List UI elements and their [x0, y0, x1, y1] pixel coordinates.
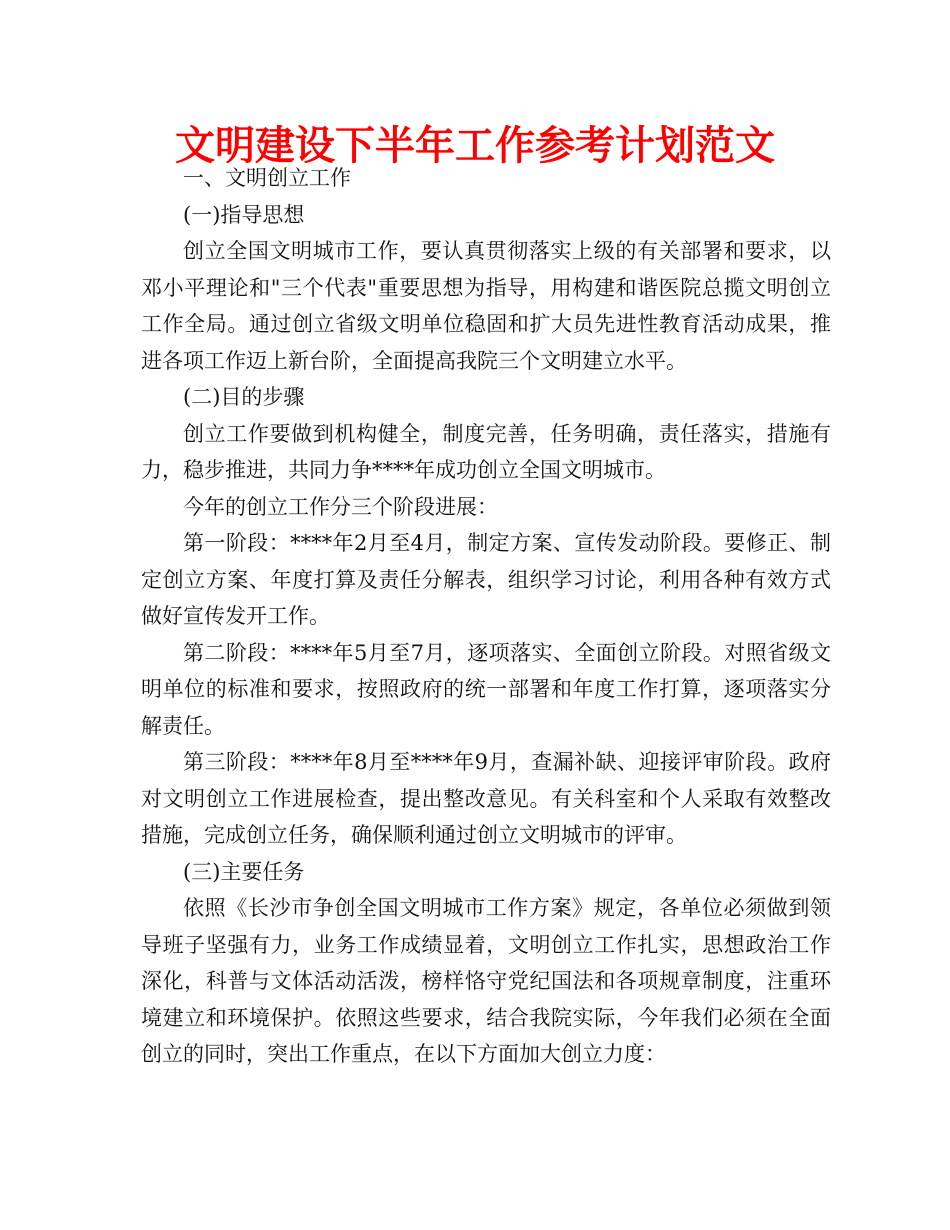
subsection-heading: (二)目的步骤 — [183, 385, 305, 409]
paragraph: 第一阶段：****年2月至4月，制定方案、宣传发动阶段。要修正、制定创立方案、年度打算及责任分解表，组织学习讨论，利用各种有效方式做好宣传发开工作。 — [141, 531, 831, 628]
section-heading: 一、文明创立工作 — [183, 166, 351, 190]
paragraph: 第三阶段：****年8月至****年9月，查漏补缺、迎接评审阶段。政府对文明创立工作进展检查，提出整改意见。有关科室和个人采取有效整改措施，完成创立任务，确保顺利通过创立文明城市的评审。 — [141, 750, 831, 847]
paragraph: 创立全国文明城市工作，要认真贯彻落实上级的有关部署和要求，以邓小平理论和"三个代表"重要思想为指导，用构建和谐医院总揽文明创立工作全局。通过创立省级文明单位稳固和扩大员先进性教育活动成果，推进各项工作迈上新台阶，全面提高我院三个文明建立水平。 — [141, 239, 831, 373]
paragraph: 创立工作要做到机构健全，制度完善，任务明确，责任落实，措施有力，稳步推进，共同力争****年成功创立全国文明城市。 — [141, 421, 831, 482]
document-title: 文明建设下半年工作参考计划范文 — [175, 123, 775, 169]
paragraph: 第二阶段：****年5月至7月，逐项落实、全面创立阶段。对照省级文明单位的标准和要求，按照政府的统一部署和年度工作打算，逐项落实分解责任。 — [141, 640, 831, 738]
paragraph: 依照《长沙市争创全国文明城市工作方案》规定，各单位必须做到领导班子坚强有力，业务工作成绩显着，文明创立工作扎实，思想政治工作深化，科普与文体活动活泼，榜样恪守党纪国法和各项规章制度，注重环境建立和环境保护。依照这些要求，结合我院实际，今年我们必须在全面创立的同时，突出工作重点，在以下方面加大创立力度： — [141, 896, 831, 1066]
paragraph: 今年的创立工作分三个阶段进展： — [183, 494, 498, 519]
document-body — [141, 160, 831, 1073]
subsection-heading: (三)主要任务 — [183, 859, 305, 884]
subsection-heading: (一)指导思想 — [183, 202, 305, 227]
